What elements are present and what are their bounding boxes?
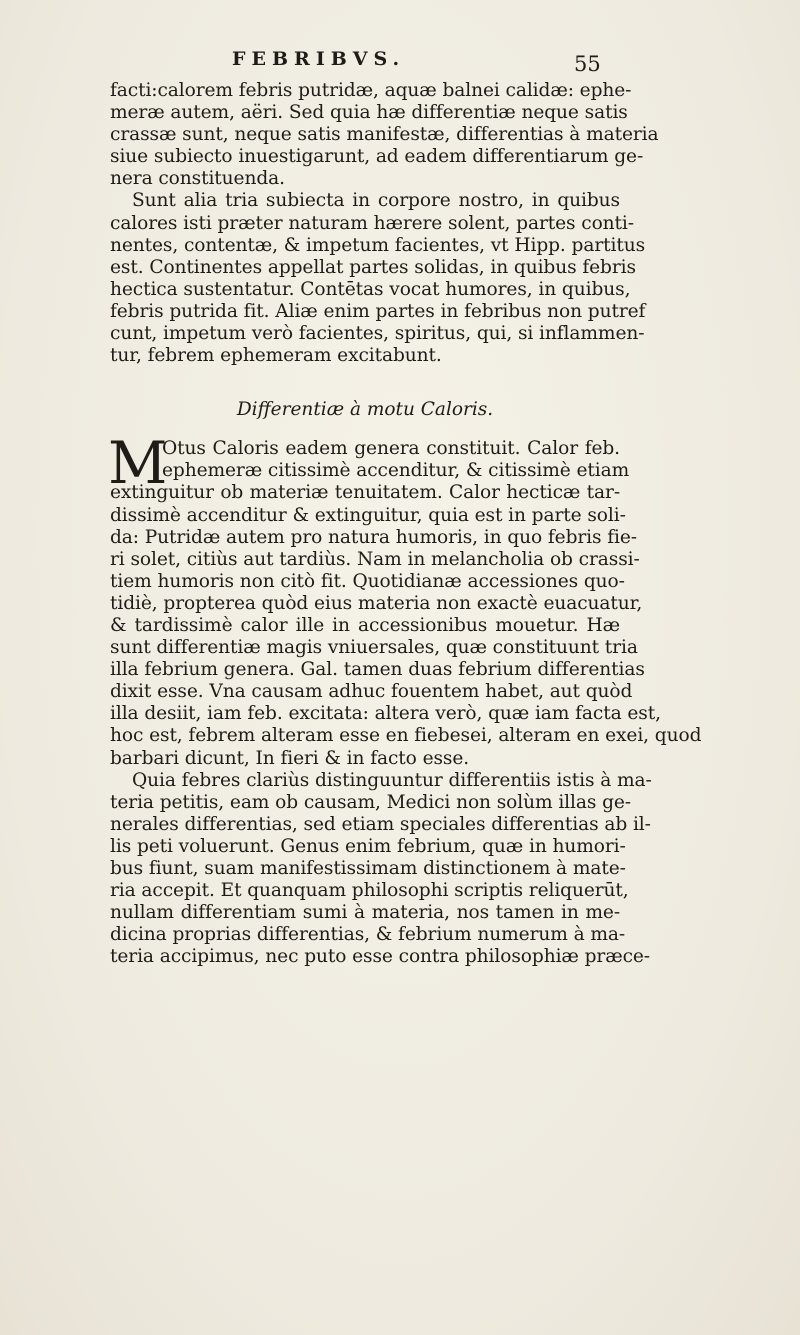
text-line: bus fiunt, suam manifestissimam distinctionem à mate- [110, 858, 626, 879]
text-line: dissimè accenditur & extinguitur, quia est in parte soli- [110, 504, 626, 526]
text-line: ri solet, citiùs aut tardiùs. Nam in melancholia ob crassi- [110, 548, 640, 570]
text-line: calores isti præter naturam hærere solent, partes conti- [110, 212, 634, 234]
text-line: sunt differentiæ magis vniuersales, quæ constituunt tria [110, 637, 638, 659]
paragraph-2 [110, 190, 646, 367]
text-line: teria accipimus, nec puto esse contra philosophiæ præce- [110, 946, 650, 968]
text-line: da: Putridæ autem pro natura humoris, in quo febris fie- [110, 526, 637, 548]
text-line: barbari dicunt, In fieri & in facto esse. [110, 747, 470, 769]
running-head [0, 48, 800, 78]
text-line: febris putrida fit. Aliæ enim partes in febribus non putref [110, 300, 646, 322]
paragraph-3 [108, 429, 702, 769]
text-line: tidiè, propterea quòd eius materia non exactè euacuatur, [110, 592, 643, 614]
running-head-title: FEBRIBVS. [232, 48, 406, 70]
text-line: & tardissimè calor ille in accessionibus mouetur. Hæ [110, 614, 620, 636]
text-line: illa febrium genera. Gal. tamen duas febrium differentias [110, 659, 645, 681]
text-line: nullam differentiam sumi à materia, nos tamen in me- [110, 902, 620, 924]
text-line: hectica sustentatur. Contētas vocat humores, in quibus, [110, 278, 631, 300]
text-line: Quia febres clariùs distinguuntur differentiis istis à ma- [132, 769, 652, 791]
text-line: extinguitur ob materiæ tenuitatem. Calor hecticæ tar- [110, 482, 620, 504]
text-line: hoc est, febrem alteram esse en fiebesei, alteram en exei, quod [110, 725, 702, 747]
page-number: 55 [574, 52, 601, 76]
text-line: est. Continentes appellat partes solidas, in quibus febris [110, 256, 636, 278]
text-line: Otus Caloris eadem genera constituit. Calor feb. [162, 438, 620, 460]
text-line: teria petitis, eam ob causam, Medici non solùm illas ge- [110, 791, 631, 813]
paragraph-1 [110, 80, 659, 190]
text-line: nentes, contentæ, & impetum facientes, vt Hipp. partitus [110, 234, 646, 256]
text-line: siue subiecto inuestigarunt, ad eadem differentiarum ge- [110, 146, 644, 168]
text-line: illa desiit, iam feb. excitata: altera verò, quæ iam facta est, [110, 703, 661, 725]
paragraph-4 [110, 769, 652, 969]
text-line: tiem humoris non citò fit. Quotidianæ accessiones quo- [110, 570, 625, 592]
text-line: ephemeræ citissimè accenditur, & citissimè etiam [162, 460, 630, 482]
body-text [108, 80, 702, 968]
text-line: ria accepit. Et quanquam philosophi scriptis reliquerūt, [110, 880, 629, 902]
text-line: nerales differentias, sed etiam speciales differentias ab il- [110, 813, 651, 835]
text-line: facti:calorem febris putridæ, aquæ balnei calidæ: ephe- [110, 80, 632, 101]
text-line: Sunt alia tria subiecta in corpore nostro, in quibus [132, 190, 620, 212]
text-line: dixit esse. Vna causam adhuc fouentem habet, aut quòd [110, 681, 633, 703]
text-line: crassæ sunt, neque satis manifestæ, differentias à materia [110, 124, 659, 146]
text-line: nera constituenda. [110, 168, 285, 190]
text-line: lis peti voluerunt. Genus enim febrium, quæ in humori- [110, 835, 626, 857]
drop-cap: M [108, 429, 168, 498]
text-line: tur, febrem ephemeram excitabunt. [110, 345, 442, 367]
text-line: meræ autem, aëri. Sed quia hæ differentiæ neque satis [110, 102, 628, 124]
section-heading: Differentiæ à motu Caloris. [236, 399, 494, 421]
text-line: dicina proprias differentias, & febrium numerum à ma- [110, 924, 626, 946]
text-line: cunt, impetum verò facientes, spiritus, qui, si inflammen- [110, 323, 645, 345]
